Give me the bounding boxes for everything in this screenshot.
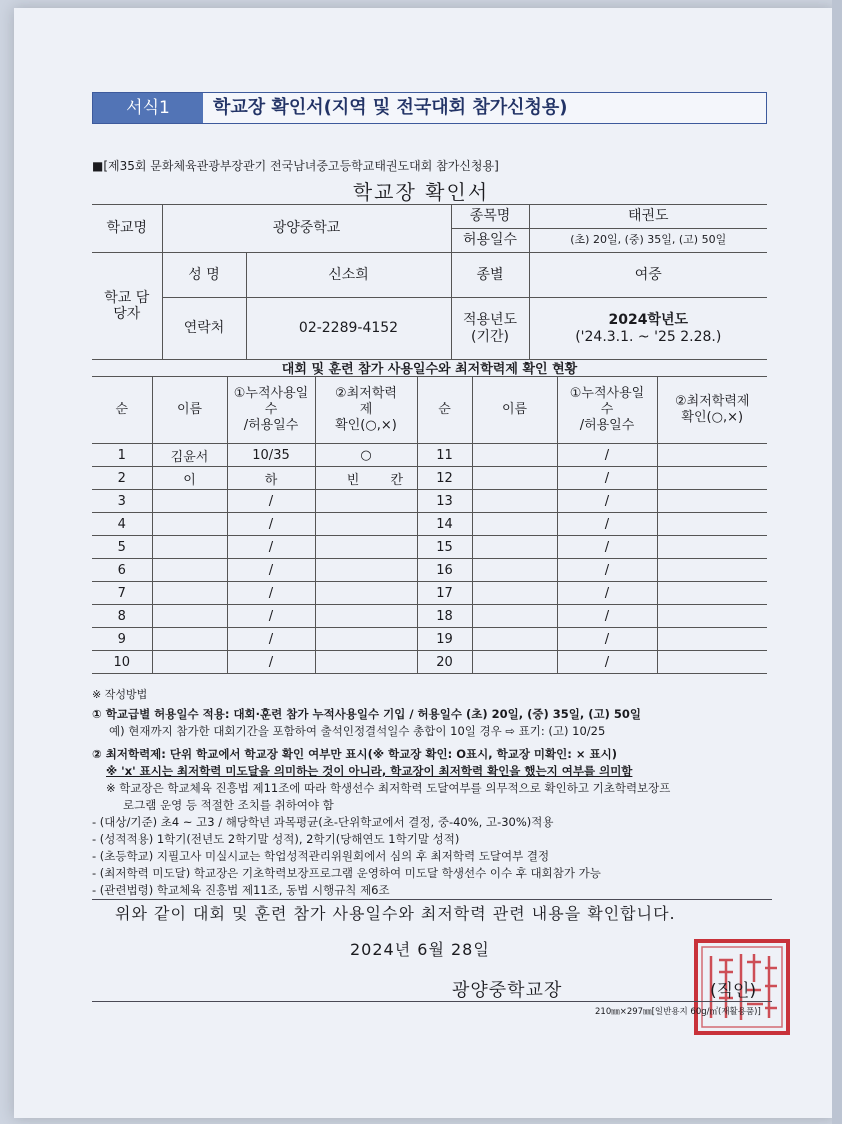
header-usage-line2: 수 [264, 401, 278, 417]
status-title: 대회 및 훈련 참가 사용일수와 최저학력제 확인 현황 [281, 362, 578, 377]
table-cell-left-usage: / [227, 651, 315, 674]
table-cell-right-check [657, 582, 767, 605]
table-cell-left-name [152, 559, 227, 582]
table-row [92, 513, 767, 536]
note-1b: 예) 현재까지 참가한 대회기간을 포함하여 출석인정결석일수 총합이 10일 경우 ⇨ 표기: (고) 10/25 [109, 724, 606, 738]
table-cell-left-check [315, 536, 417, 559]
seal-label: (직인) [710, 981, 757, 1001]
table-cell-left-no: 8 [92, 605, 152, 628]
table-row [92, 628, 767, 651]
table-cell-left-usage: / [227, 490, 315, 513]
table-cell-left-usage: / [227, 559, 315, 582]
table-cell-right-name [472, 536, 557, 559]
year-value: 2024학년도 [608, 312, 689, 329]
table-cell-left-name [152, 513, 227, 536]
header-usage-r-line2: 수 [600, 401, 614, 417]
form-number: 서식1 [93, 93, 203, 123]
table-cell-right-usage: / [557, 628, 657, 651]
table-cell-right-usage: / [557, 536, 657, 559]
header-min-right [657, 377, 767, 444]
sheet-edge [832, 0, 842, 1124]
year-label-cell [451, 298, 529, 360]
table-cell-left-usage: / [227, 513, 315, 536]
info-table [92, 204, 767, 360]
year-value-cell [529, 298, 767, 360]
cell-text: 빈 [346, 472, 360, 488]
divider-top [92, 899, 772, 900]
table-cell-right-usage: / [557, 559, 657, 582]
note-5: - (대상/기준) 초4 ~ 고3 / 해당학년 과목평균(초-단위학교에서 결정, 중-40%, 고-30%)적용 [92, 815, 554, 829]
table-cell-right-name [472, 651, 557, 674]
table-cell-right-name [472, 582, 557, 605]
header-usage-line1: ①누적사용일 [233, 385, 309, 401]
table-cell-right-no: 16 [417, 559, 472, 582]
note-9: - (관련법령) 학교체육 진흥법 제11조, 동법 시행규칙 제6조 [92, 883, 390, 897]
table-cell-left-no: 3 [92, 490, 152, 513]
header-usage-r-line3: /허용일수 [579, 418, 635, 434]
table-cell-right-no: 20 [417, 651, 472, 674]
header-min-line2: 제 [359, 401, 373, 417]
status-table-body [92, 444, 767, 674]
category-value: 여중 [529, 253, 767, 298]
table-cell-left-check: ○ [315, 444, 417, 467]
table-cell-left-usage: 하 [227, 467, 315, 490]
table-cell-left-usage: / [227, 536, 315, 559]
note-2: ② 최저학력제: 단위 학교에서 학교장 확인 여부만 표시(※ 학교장 확인: O표시, 학교장 미확인: × 표시) [92, 747, 617, 761]
table-cell-right-check [657, 628, 767, 651]
table-cell-right-check [657, 605, 767, 628]
period-value: ('24.3.1. ~ '25 2.28.) [575, 328, 722, 345]
school-label: 학교명 [92, 205, 162, 253]
table-row [92, 467, 767, 490]
divider-bottom [92, 1001, 772, 1002]
table-cell-left-check [315, 628, 417, 651]
table-cell-right-no: 17 [417, 582, 472, 605]
table-cell-right-no: 18 [417, 605, 472, 628]
note-1a: ① 학교급별 허용일수 적용: 대회·훈련 참가 누적사용일수 기입 / 허용일수 (초) 20일, (중) 35일, (고) 50일 [92, 707, 641, 721]
table-cell-left-name [152, 536, 227, 559]
table-row [92, 605, 767, 628]
header-min-r-line1: ②최저학력제 [675, 393, 750, 409]
contact-label: 연락처 [162, 298, 246, 360]
table-cell-right-check [657, 490, 767, 513]
table-cell-right-check [657, 559, 767, 582]
note-4b: 로그램 운영 등 적절한 조치를 취하여야 함 [123, 798, 334, 812]
principal-signature-line: 광양중학교장 [452, 980, 563, 1001]
contact-value: 02-2289-4152 [246, 298, 451, 360]
status-table [92, 376, 767, 674]
table-cell-right-check [657, 536, 767, 559]
name-value: 신소희 [246, 253, 451, 298]
table-cell-left-name: 이 [152, 467, 227, 490]
table-cell-left-check [315, 651, 417, 674]
table-cell-left-no: 7 [92, 582, 152, 605]
table-cell-left-usage: / [227, 628, 315, 651]
header-min-left [315, 377, 417, 444]
table-cell-left-no: 9 [92, 628, 152, 651]
table-cell-left-usage: / [227, 605, 315, 628]
table-cell-left-name [152, 651, 227, 674]
table-cell-right-no: 13 [417, 490, 472, 513]
header-usage-r-line1: ①누적사용일 [569, 385, 645, 401]
table-cell-left-check [315, 513, 417, 536]
paper-spec: 210㎜×297㎜[일반용지 60g/㎡(재활용품)] [595, 1007, 761, 1017]
table-cell-right-name [472, 605, 557, 628]
table-cell-left-usage: / [227, 582, 315, 605]
note-3: ※ 'x' 표시는 최저학력 미도달을 의미하는 것이 아니라, 학교장이 최저학력 확인을 했는지 여부를 의미함 [106, 764, 633, 778]
note-7: - (초등학교) 지필고사 미실시교는 학업성적관리위원회에서 심의 후 최저학력 도달여부 결정 [92, 849, 550, 863]
note-6: - (성적적용) 1학기(전년도 2학기말 성적), 2학기(당해연도 1학기말 성적) [92, 832, 460, 846]
table-cell-left-name: 김윤서 [152, 444, 227, 467]
table-cell-right-usage: / [557, 467, 657, 490]
header-usage-left [227, 377, 315, 444]
table-cell-right-name [472, 467, 557, 490]
table-cell-right-name [472, 513, 557, 536]
allowed-days-value: (초) 20일, (중) 35일, (고) 50일 [529, 229, 767, 253]
table-cell-left-check [315, 490, 417, 513]
table-cell-left-no: 2 [92, 467, 152, 490]
table-cell-right-check [657, 513, 767, 536]
manager-label: 학교 담당자 [92, 253, 162, 360]
table-cell-left-check [315, 559, 417, 582]
form-title: 학교장 확인서(지역 및 전국대회 참가신청용) [213, 97, 568, 118]
table-cell-right-check [657, 651, 767, 674]
table-row [92, 559, 767, 582]
table-cell-right-no: 12 [417, 467, 472, 490]
confirmation-text: 위와 같이 대회 및 훈련 참가 사용일수와 최저학력 관련 내용을 확인합니다. [115, 904, 676, 923]
issue-date: 2024년 6월 28일 [350, 940, 490, 959]
school-value: 광양중학교 [162, 205, 451, 253]
table-cell-right-name [472, 490, 557, 513]
table-row [92, 444, 767, 467]
table-cell-right-name [472, 559, 557, 582]
sport-value: 태권도 [529, 205, 767, 229]
header-usage-line3: /허용일수 [243, 418, 299, 434]
header-name-right: 이름 [472, 377, 557, 444]
table-cell-left-name [152, 628, 227, 651]
period-label: (기간) [471, 328, 509, 345]
form-header-badge [92, 92, 767, 124]
table-cell-left-no: 5 [92, 536, 152, 559]
instructions [92, 686, 782, 899]
table-cell-left-check [315, 582, 417, 605]
cell-text-extra: 칸 [390, 472, 404, 488]
table-cell-left-name [152, 582, 227, 605]
table-cell-right-usage: / [557, 651, 657, 674]
sport-label: 종목명 [451, 205, 529, 229]
table-cell-right-usage: / [557, 513, 657, 536]
table-row [92, 582, 767, 605]
table-cell-right-no: 19 [417, 628, 472, 651]
name-label: 성 명 [162, 253, 246, 298]
table-cell-left-check [315, 605, 417, 628]
table-row [92, 651, 767, 674]
header-min-r-line2: 확인(○,×) [681, 410, 744, 425]
note-8: - (최저학력 미도달) 학교장은 기초학력보장프로그램 운영하여 미도달 학생선수 이수 후 대회참가 가능 [92, 866, 601, 880]
header-seq-right: 순 [417, 377, 472, 444]
table-cell-left-name [152, 605, 227, 628]
table-cell-right-usage: / [557, 490, 657, 513]
table-cell-left-usage: 10/35 [227, 444, 315, 467]
table-row [92, 536, 767, 559]
allowed-days-label: 허용일수 [451, 229, 529, 253]
table-cell-right-usage: / [557, 444, 657, 467]
table-cell-right-check [657, 467, 767, 490]
note-4a: ※ 학교장은 학교체육 진흥법 제11조에 따라 학생선수 최저학력 도달여부를 의무적으로 확인하고 기초학력보장프 [106, 781, 671, 795]
header-usage-right [557, 377, 657, 444]
header-name-left: 이름 [152, 377, 227, 444]
notes-heading: ※ 작성방법 [92, 688, 148, 701]
document-title: 학교장 확인서 [352, 180, 490, 204]
year-label: 적용년도 [462, 312, 518, 329]
table-cell-right-usage: / [557, 605, 657, 628]
table-cell-left-no: 10 [92, 651, 152, 674]
table-cell-right-usage: / [557, 582, 657, 605]
table-cell-left-no: 4 [92, 513, 152, 536]
table-cell-left-check [315, 467, 417, 490]
header-seq-left: 순 [92, 377, 152, 444]
table-cell-left-name [152, 490, 227, 513]
table-cell-right-check [657, 444, 767, 467]
table-cell-right-no: 15 [417, 536, 472, 559]
table-cell-right-no: 11 [417, 444, 472, 467]
table-cell-right-name [472, 628, 557, 651]
table-cell-right-no: 14 [417, 513, 472, 536]
category-label: 종별 [451, 253, 529, 298]
header-min-line1: ②최저학력 [335, 385, 397, 401]
header-min-line3: 확인(○,×) [335, 418, 397, 434]
table-cell-left-no: 6 [92, 559, 152, 582]
table-row [92, 490, 767, 513]
table-cell-left-no: 1 [92, 444, 152, 467]
table-cell-right-name [472, 444, 557, 467]
event-name: ■[제35회 문화체육관광부장관기 전국남녀중고등학교태권도대회 참가신청용] [92, 159, 499, 173]
